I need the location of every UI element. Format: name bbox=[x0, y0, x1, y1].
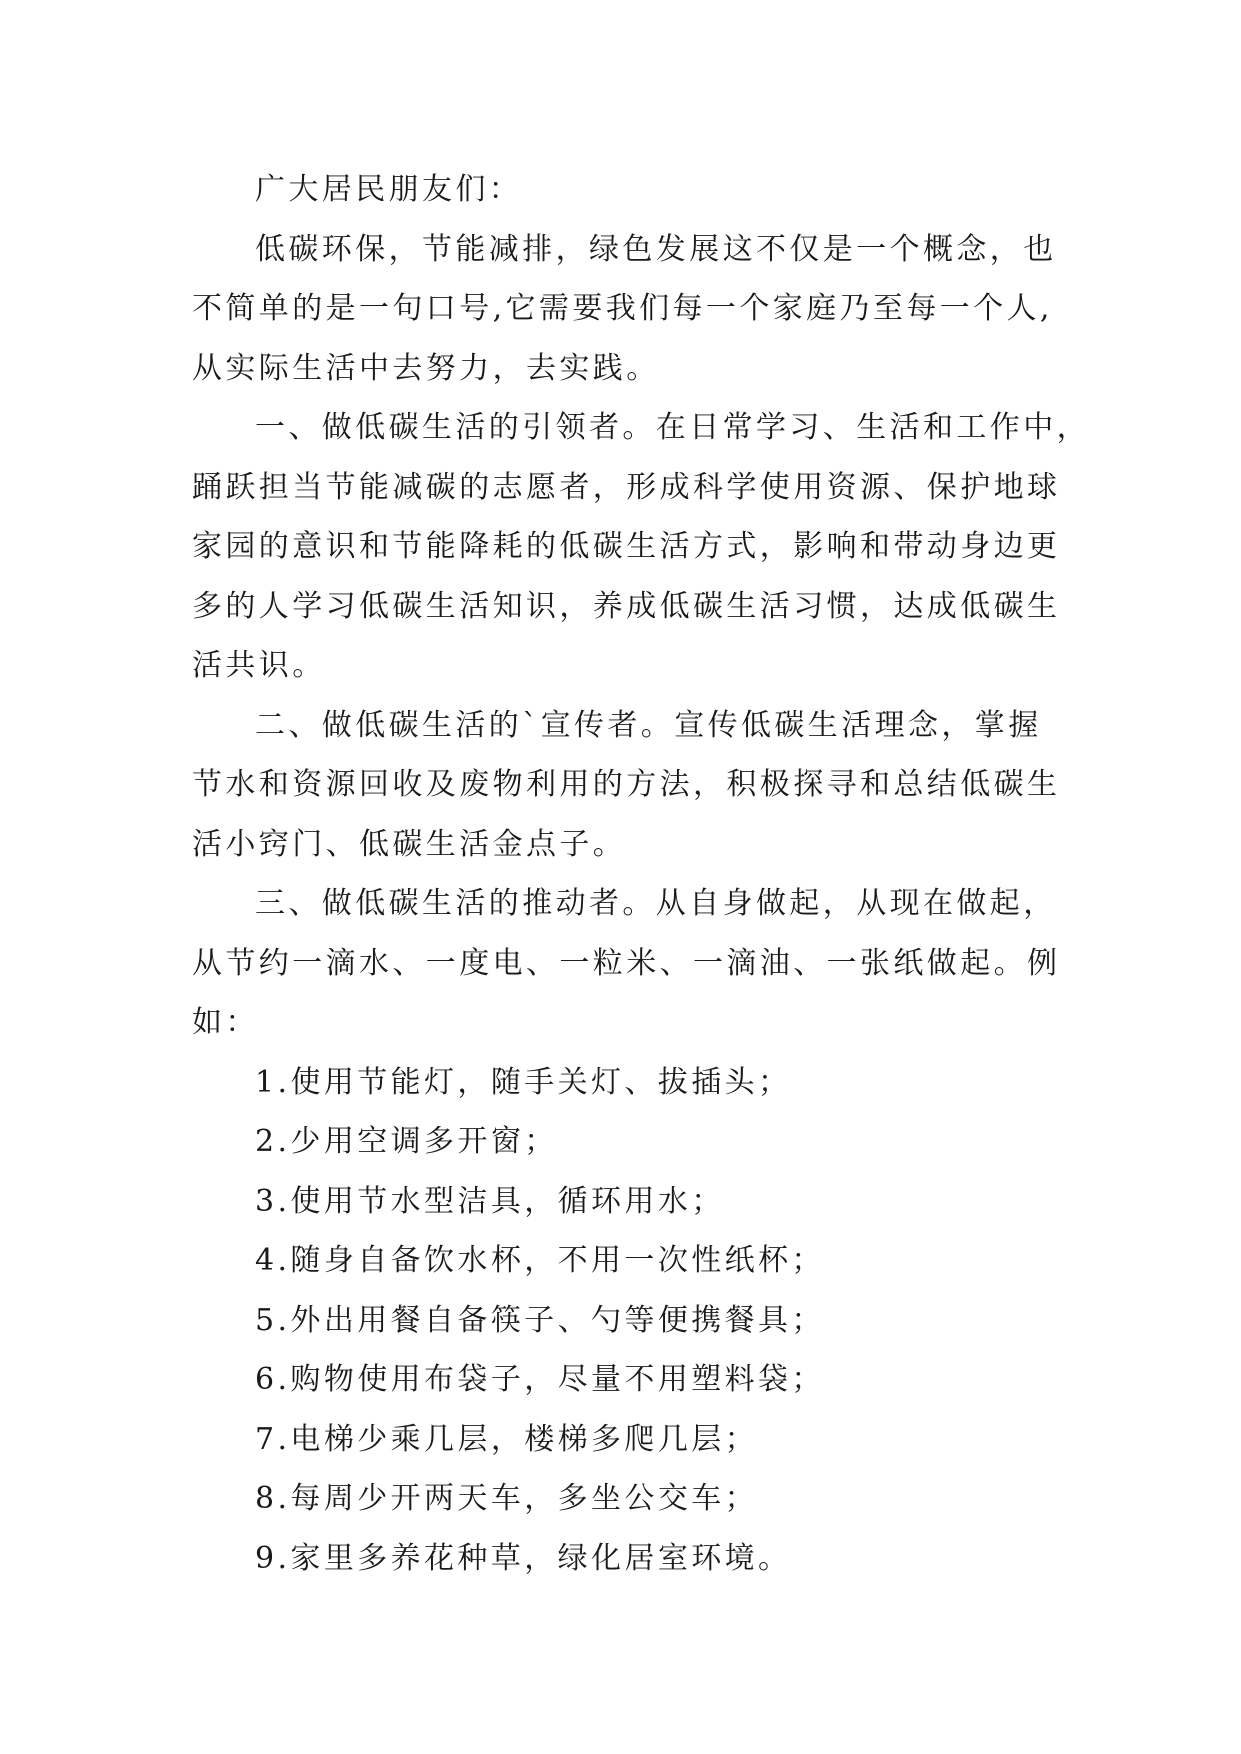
paragraph-line: 多的人学习低碳生活知识，养成低碳生活习惯，达成低碳生 bbox=[192, 588, 1061, 624]
list-item: 7.电梯少乘几层，楼梯多爬几层； bbox=[255, 1421, 759, 1457]
tips-list bbox=[192, 1053, 1092, 1589]
intro-paragraph bbox=[192, 220, 1092, 399]
letter-body bbox=[192, 160, 1092, 1588]
paragraph-line: 从实际生活中去努力，去实践。 bbox=[192, 350, 660, 386]
paragraph-line: 低碳环保，节能减排，绿色发展这不仅是一个概念，也 bbox=[255, 231, 1057, 267]
list-item: 5.外出用餐自备筷子、勺等便携餐具； bbox=[255, 1302, 825, 1338]
section-3-paragraph bbox=[192, 874, 1092, 1053]
paragraph-line: 踊跃担当节能减碳的志愿者，形成科学使用资源、保护地球 bbox=[192, 469, 1061, 505]
list-item: 4.随身自备饮水杯，不用一次性纸杯； bbox=[255, 1243, 825, 1278]
greeting: 广大居民朋友们： bbox=[255, 172, 523, 207]
list-item: 9.家里多养花种草，绿化居室环境。 bbox=[255, 1540, 792, 1576]
list-item: 8.每周少开两天车，多坐公交车； bbox=[255, 1481, 759, 1516]
paragraph-line: 活共识。 bbox=[192, 648, 326, 683]
paragraph-line: 活小窍门、低碳生活金点子。 bbox=[192, 826, 627, 862]
paragraph-line: 二、做低碳生活的`宣传者。宣传低碳生活理念，掌握 bbox=[255, 707, 1042, 743]
paragraph-line: 如： bbox=[192, 1005, 259, 1040]
paragraph-line: 家园的意识和节能降耗的低碳生活方式，影响和带动身边更 bbox=[192, 529, 1061, 564]
section-1-paragraph bbox=[192, 398, 1092, 696]
paragraph-line: 节水和资源回收及废物利用的方法，积极探寻和总结低碳生 bbox=[192, 767, 1061, 802]
list-item: 3.使用节水型洁具，循环用水； bbox=[255, 1183, 725, 1219]
list-item: 2.少用空调多开窗； bbox=[255, 1124, 558, 1159]
section-2-paragraph bbox=[192, 696, 1092, 875]
list-item: 1.使用节能灯，随手关灯、拔插头； bbox=[255, 1064, 792, 1100]
paragraph-line: 三、做低碳生活的推动者。从自身做起，从现在做起， bbox=[255, 886, 1057, 921]
paragraph-line: 从节约一滴水、一度电、一粒米、一滴油、一张纸做起。例 bbox=[192, 945, 1061, 981]
paragraph-line: 一、做低碳生活的引领者。在日常学习、生活和工作中， bbox=[255, 410, 1090, 445]
paragraph-line: 不简单的是一句口号,它需要我们每一个家庭乃至每一个人, bbox=[192, 291, 1053, 326]
list-item: 6.购物使用布袋子，尽量不用塑料袋； bbox=[255, 1362, 825, 1397]
